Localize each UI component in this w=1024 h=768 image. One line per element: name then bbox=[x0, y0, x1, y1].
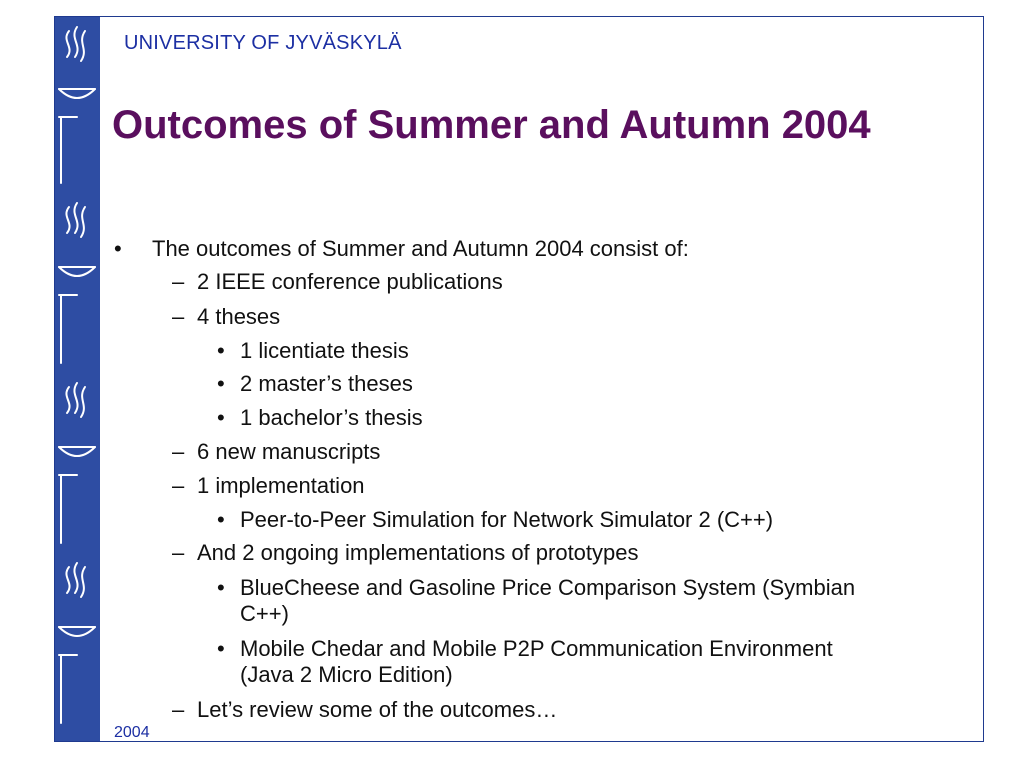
bullet-masters: 2 master’s theses bbox=[240, 371, 413, 396]
bullet-ieee: 2 IEEE conference publications bbox=[197, 269, 503, 294]
bullet-review: Let’s review some of the outcomes… bbox=[197, 697, 558, 722]
bullet-bluecheese-line1: BlueCheese and Gasoline Price Comparison System (Symbian bbox=[240, 575, 856, 600]
bullet-marker: • bbox=[217, 636, 225, 661]
bullet-ongoing: And 2 ongoing implementations of prototypes bbox=[197, 540, 639, 565]
bullet-marker: • bbox=[217, 338, 225, 363]
bullet-marker: • bbox=[114, 236, 122, 261]
bullet-marker: • bbox=[217, 575, 225, 600]
bullet-mobile-line2: (Java 2 Micro Edition) bbox=[240, 662, 453, 687]
dash-marker: – bbox=[172, 439, 185, 464]
bullet-implementation: 1 implementation bbox=[197, 473, 365, 498]
left-decorative-band bbox=[55, 17, 100, 741]
university-name: UNIVERSITY OF JYVÄSKYLÄ bbox=[124, 32, 402, 54]
footer-year: 2004 bbox=[114, 724, 150, 741]
dash-marker: – bbox=[172, 540, 185, 565]
dash-marker: – bbox=[172, 304, 185, 329]
bullet-bachelor: 1 bachelor’s thesis bbox=[240, 405, 423, 430]
bullet-mobile-line1: Mobile Chedar and Mobile P2P Communication Environment bbox=[240, 636, 833, 661]
dash-marker: – bbox=[172, 269, 185, 294]
bullet-theses: 4 theses bbox=[197, 304, 281, 329]
bullet-marker: • bbox=[217, 405, 225, 430]
bullet-bluecheese-line2: C++) bbox=[240, 601, 289, 626]
bullet-licentiate: 1 licentiate thesis bbox=[240, 338, 409, 363]
slide-title: Outcomes of Summer and Autumn 2004 bbox=[112, 103, 871, 147]
dash-marker: – bbox=[172, 473, 185, 498]
bullet-marker: • bbox=[217, 371, 225, 396]
university-emblem-icon bbox=[55, 17, 100, 741]
dash-marker: – bbox=[172, 697, 185, 722]
bullet-manuscripts: 6 new manuscripts bbox=[197, 439, 381, 464]
bullet-p2p-sim: Peer-to-Peer Simulation for Network Simulator 2 (C++) bbox=[240, 507, 774, 532]
bullet-intro: The outcomes of Summer and Autumn 2004 consist of: bbox=[152, 236, 689, 261]
bullet-marker: • bbox=[217, 507, 225, 532]
